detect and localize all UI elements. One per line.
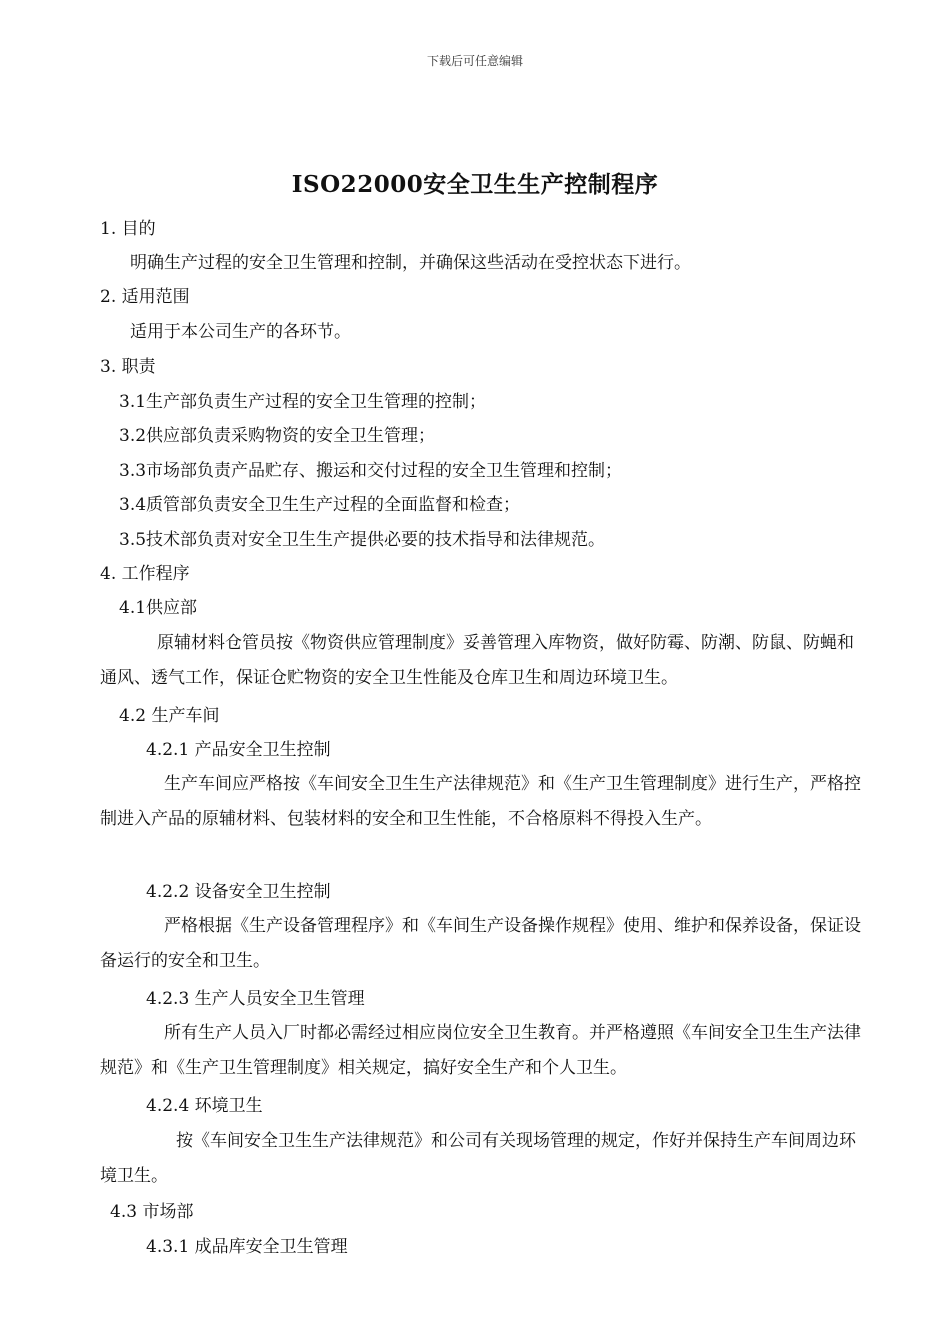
section-4-2-1-heading: 4.2.1 产品安全卫生控制	[146, 740, 331, 760]
section-4-2-3-body: 所有生产人员入厂时都必需经过相应岗位安全卫生教育。并严格遵照《车间安全卫生生产法律规范》和《生产卫生管理制度》相关规定，搞好安全生产和个人卫生。	[100, 1023, 861, 1078]
section-4-2-1-body: 生产车间应严格按《车间安全卫生生产法律规范》和《生产卫生管理制度》进行生产，严格控制进入产品的原辅材料、包装材料的安全和卫生性能，不合格原料不得投入生产。	[100, 774, 861, 829]
section-1-heading: 1. 目的	[100, 219, 156, 239]
page-header: 下载后可任意编辑	[426, 54, 523, 68]
section-4-3-1-heading: 4.3.1 成品库安全卫生管理	[146, 1237, 348, 1257]
section-4-3-heading: 4.3 市场部	[110, 1202, 194, 1222]
section-4-2-2-heading: 4.2.2 设备安全卫生控制	[146, 882, 331, 902]
section-4-2-4-body: 按《车间安全卫生生产法律规范》和公司有关现场管理的规定，作好并保持生产车间周边环境卫生。	[100, 1131, 856, 1186]
section-1-body: 明确生产过程的安全卫生管理和控制，并确保这些活动在受控状态下进行。	[130, 253, 691, 273]
section-2-body: 适用于本公司生产的各环节。	[130, 322, 351, 342]
section-3-item: 3.1生产部负责生产过程的安全卫生管理的控制；	[119, 392, 487, 412]
section-3-item: 3.5技术部负责对安全卫生生产提供必要的技术指导和法律规范。	[119, 530, 606, 550]
section-3-item: 3.2供应部负责采购物资的安全卫生管理；	[119, 426, 436, 446]
section-4-1-heading: 4.1供应部	[119, 598, 198, 618]
section-4-2-4-heading: 4.2.4 环境卫生	[146, 1096, 263, 1116]
section-4-1-body: 原辅材料仓管员按《物资供应管理制度》妥善管理入库物资，做好防霉、防潮、防鼠、防蝇和通风、透气工作，保证仓贮物资的安全卫生性能及仓库卫生和周边环境卫生。	[100, 633, 854, 688]
section-3-item: 3.4质管部负责安全卫生生产过程的全面监督和检查；	[119, 495, 521, 515]
section-4-2-heading: 4.2 生产车间	[119, 706, 220, 726]
section-4-2-2-body: 严格根据《生产设备管理程序》和《车间生产设备操作规程》使用、维护和保养设备，保证设备运行的安全和卫生。	[100, 916, 861, 971]
document-title: ISO22000安全卫生生产控制程序	[291, 171, 659, 198]
section-3-item: 3.3市场部负责产品贮存、搬运和交付过程的安全卫生管理和控制；	[119, 461, 623, 481]
section-2-heading: 2. 适用范围	[100, 287, 190, 307]
section-3-heading: 3. 职责	[100, 357, 156, 377]
section-4-2-3-heading: 4.2.3 生产人员安全卫生管理	[146, 989, 365, 1009]
section-4-heading: 4. 工作程序	[100, 564, 190, 584]
